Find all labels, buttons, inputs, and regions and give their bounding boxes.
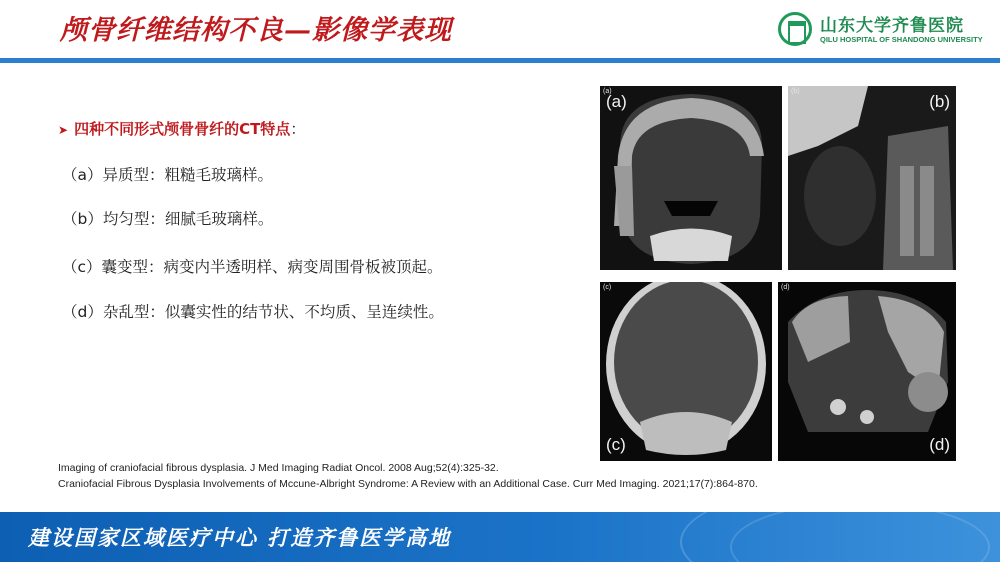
section-heading-text: 四种不同形式颅骨骨纤的CT特点 (74, 120, 291, 138)
logo-chinese-name: 山东大学齐鲁医院 (820, 16, 964, 36)
slide-title: 颅骨纤维结构不良—影像学表现 (60, 15, 452, 46)
tiny-label-b: (b) (791, 88, 800, 95)
ct-image-c (600, 282, 772, 461)
list-item-c: （c）囊变型：病变内半透明样、病变周围骨板被顶起。 (62, 258, 443, 276)
hospital-emblem-icon (778, 12, 812, 46)
bullet-arrow-icon: ➤ (58, 123, 69, 137)
list-item-b: （b）均匀型：细腻毛玻璃样。 (62, 210, 274, 228)
panel-label-d: (d) (929, 435, 950, 454)
hospital-logo (778, 12, 983, 52)
section-heading-colon: ： (290, 120, 306, 138)
panel-label-c: (c) (606, 435, 626, 454)
reference-1: Imaging of craniofacial fibrous dysplasia. J Med Imaging Radiat Oncol. 2008 Aug;52(4):325-32. (58, 462, 499, 474)
list-item-d: （d）杂乱型：似囊实性的结节状、不均质、呈连续性。 (62, 303, 444, 321)
tiny-label-a: (a) (603, 88, 612, 95)
list-item-a: （a）异质型：粗糙毛玻璃样。 (62, 166, 273, 184)
section-heading (58, 118, 305, 139)
panel-label-a: (a) (606, 92, 627, 111)
tiny-label-c: (c) (603, 284, 612, 291)
ct-image-b (788, 86, 956, 270)
logo-english-name: QILU HOSPITAL OF SHANDONG UNIVERSITY (820, 35, 983, 44)
ct-image-a (600, 86, 782, 270)
tiny-label-d: (d) (781, 284, 790, 291)
reference-2: Craniofacial Fibrous Dysplasia Involvements of Mccune-Albright Syndrome: A Review with an Additional Case. Curr Med Imaging. 2021;17(7):864-870. (58, 478, 758, 490)
ct-scan-b-graphic (788, 86, 956, 270)
references (58, 460, 758, 492)
header-divider (0, 58, 1000, 63)
footer-wave-decoration-2 (730, 512, 990, 562)
ct-scan-a-graphic (600, 86, 782, 270)
footer-slogan: 建设国家区域医疗中心 打造齐鲁医学高地 (28, 525, 452, 550)
footer-banner (0, 512, 1000, 562)
header (0, 0, 1000, 58)
ct-image-d (778, 282, 956, 461)
panel-label-b: (b) (929, 92, 950, 111)
